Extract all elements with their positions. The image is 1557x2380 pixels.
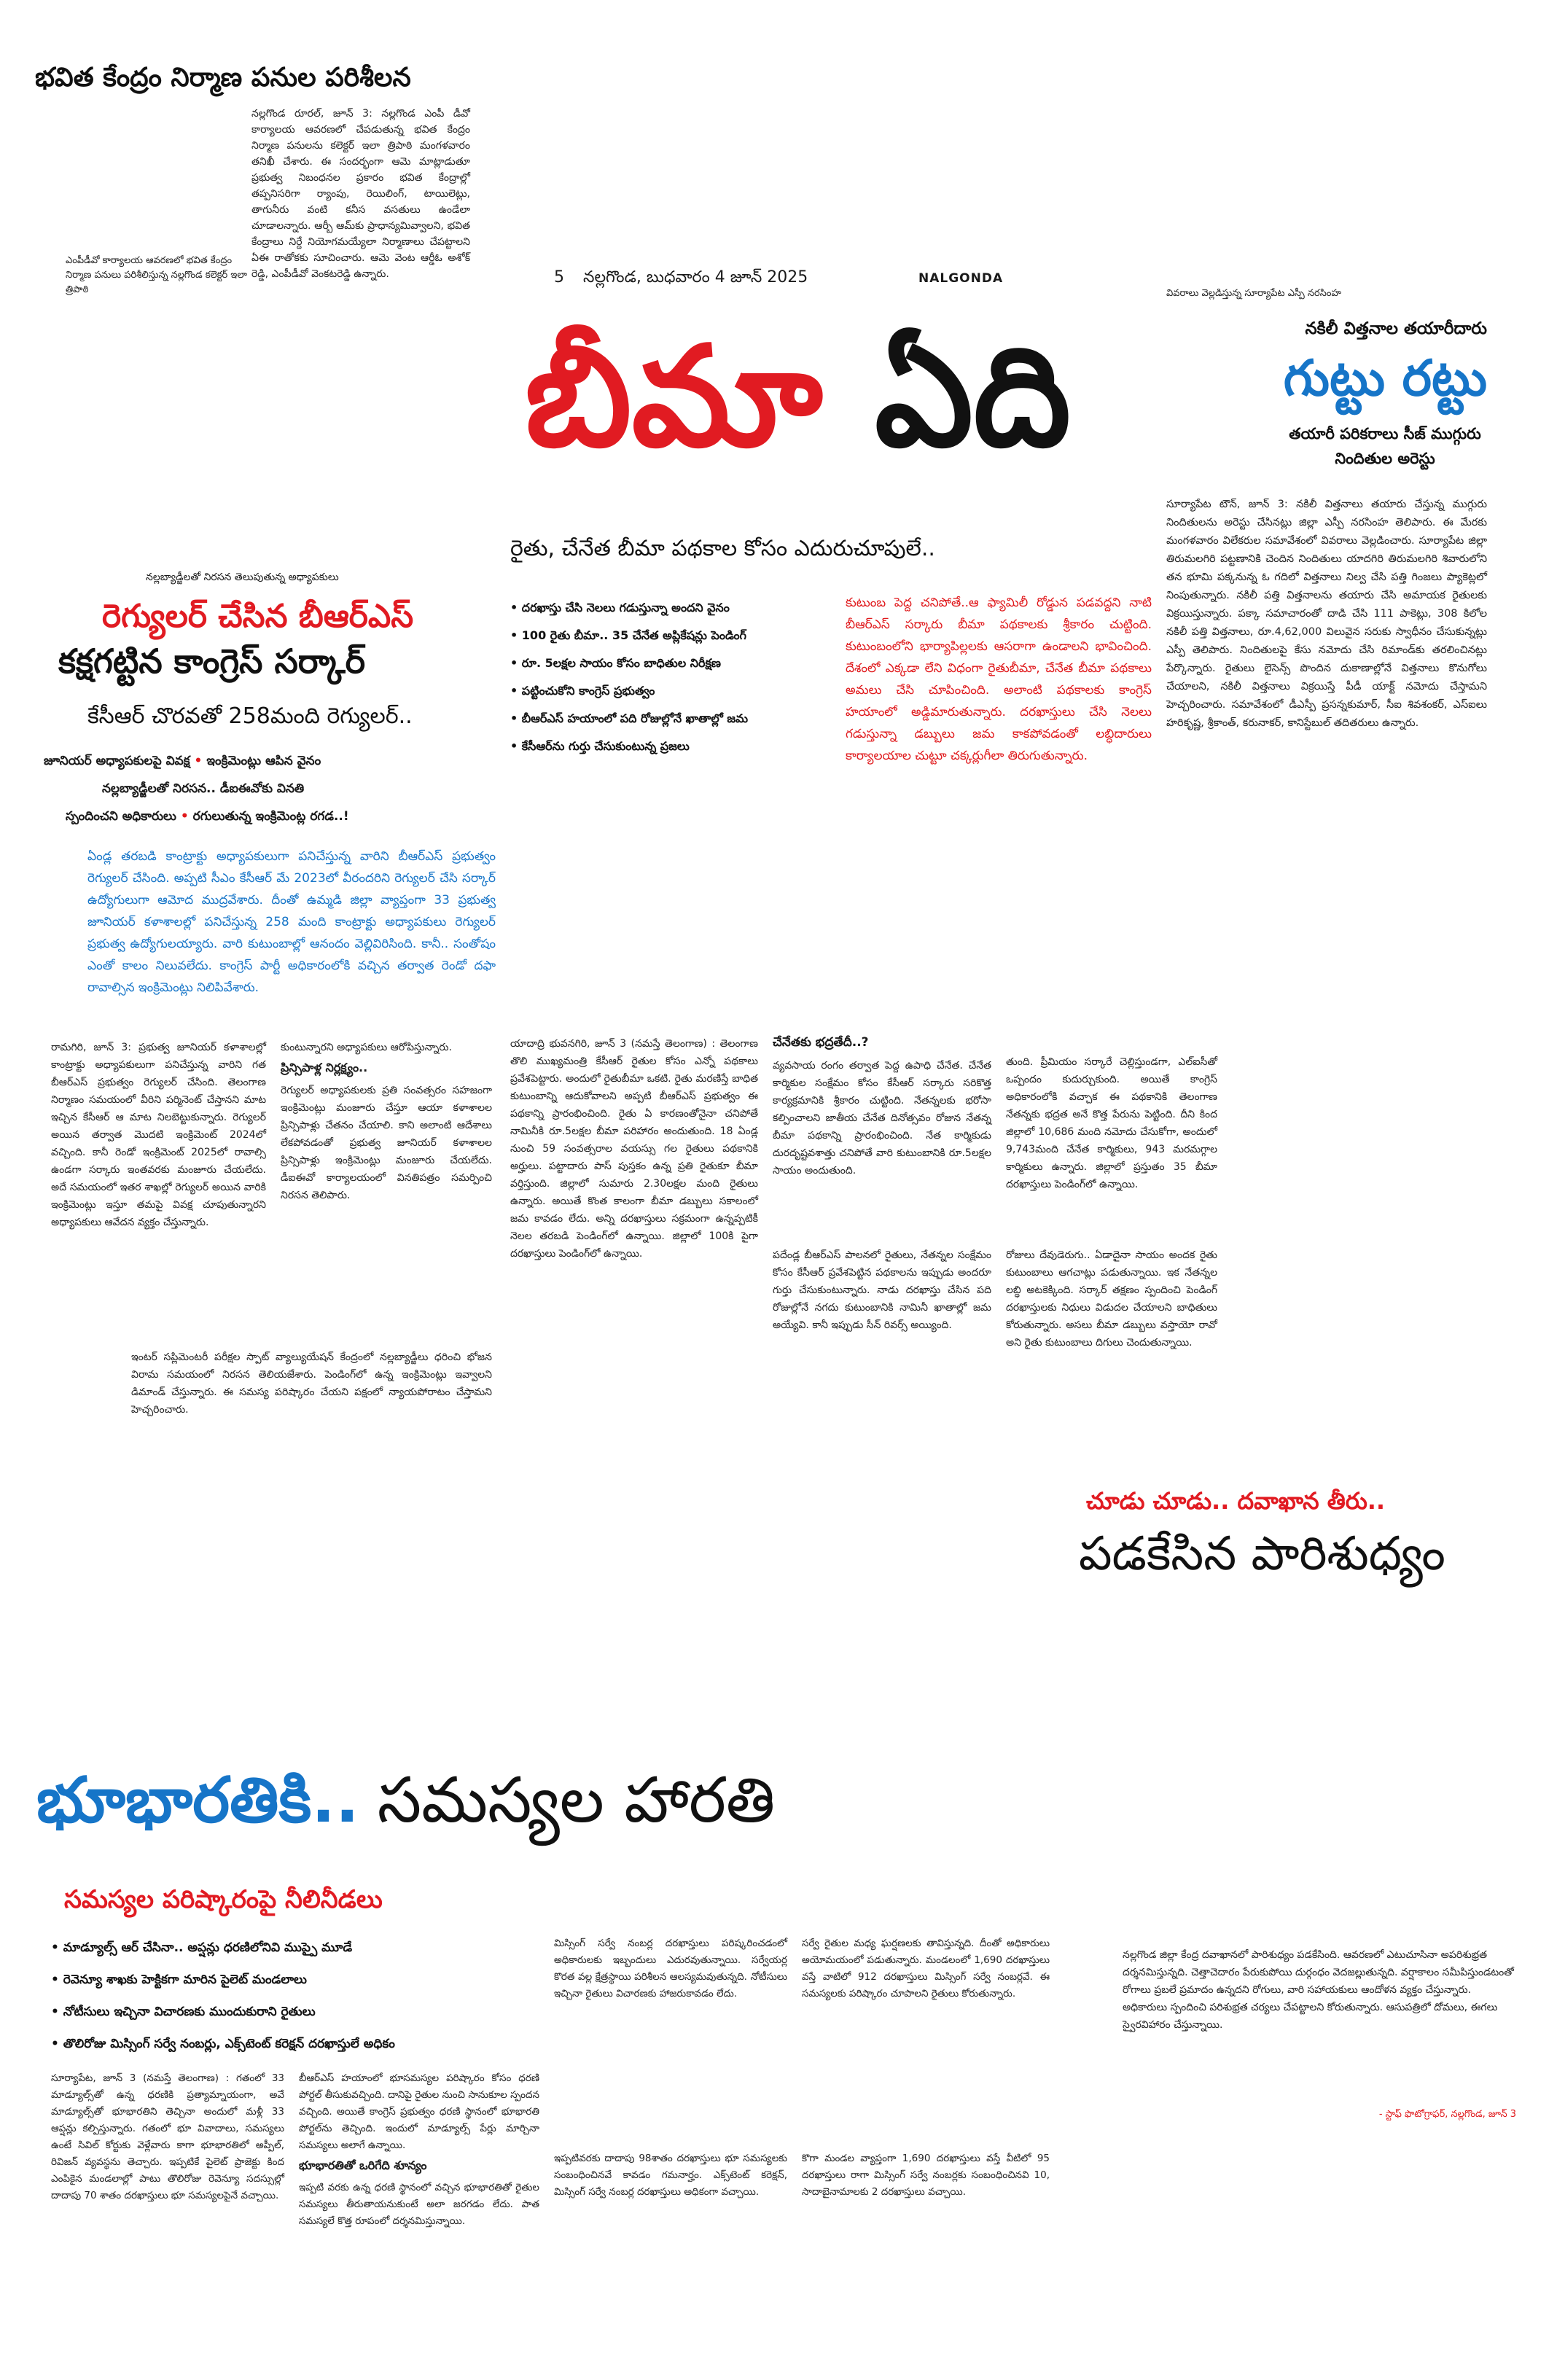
regular-note: ఇంటర్ సప్లిమెంటరీ పరీక్షల స్పాట్ వ్యాల్యుయేషన్ కేంద్రంలో నల్లబ్యాడ్జీలు ధరించి భోజన విరామ సమయంలో నిరసన తెలియజేశారు. పెండింగ్‌లో ఉన్న ఇంక్రిమెంట్లు ఇవ్వాలని డిమాండ్ చేస్తున్నారు. ఈ సమస్య పరిష్కారం చేయని పక్షంలో న్యాయపోరాటం చేస్తామని హెచ్చరించారు. [131,1351,492,1416]
bhubharati-bullet-item: • నోటీసులు ఇచ్చినా విచారణకు ముందుకురాని రైతులు [51,2005,316,2019]
regular-subhead: కేసీఆర్ చొరవతో 258మంది రెగ్యులర్.. [87,703,413,729]
regular-bullet-row: జూనియర్ అధ్యాపకులపై వివక్ష • ఇంక్రిమెంట్లు ఆపిన వైనం [44,754,321,768]
bhubharati-col-2-head: భూభారతితో ఒరిగేది శూన్యం [299,2158,427,2172]
bhubharati-headline-blue: భూభారతికి.. [36,1764,359,1837]
left-story-body: నల్లగొండ రూరల్, జూన్ 3: నల్లగొండ ఎంపీ డీవో కార్యాలయ ఆవరణలో చేపడుతున్న భవిత కేంద్రం నిర్మాణ పనులను కలెక్టర్ ఇలా త్రిపాఠి మంగళవారం తనిఖీ చేశారు. ఈ సందర్భంగా ఆమె మాట్లాడుతూ ప్రభుత్వ నిబంధనల ప్రకారం భవిత కేంద్రాల్లో తప్పనిసరిగా ర్యాంపు, రెయిలింగ్, టాయిలెట్లు, తాగునీరు వంటి కనీస వసతులు ఉండేలా చూడాలన్నారు. ఆర్బీ ఆమ్‌కు ప్రాధాన్యమివ్వాలని, భవిత కేంద్రాలు నిర్దే నియోగమయ్యేలా నిర్మాణాలు చేపట్టాలని ఏఈ రాతోకకు సూచించారు. ఆమె వెంట ఆర్డీఓ అశోక్ రెడ్డి, ఎంపీడీవో వెంకటరెడ్డి ఉన్నారు. [251,108,470,280]
main-bullet-item: • కేసీఆర్‌ను గుర్తు చేసుకుంటున్న ప్రజలు [510,739,690,753]
right-story-photo-caption: వివరాలు వెల్లడిస్తున్న సూర్యాపేట ఎస్పీ నరసింహ [1166,288,1341,299]
right-story-headline: గుట్టు రట్టు [1283,350,1487,407]
left-story-photo [34,102,238,277]
right-story-kicker: నకిలీ విత్తనాల తయారీదారు [1305,319,1487,338]
main-col-2-head: చేనేతకు భద్రతేదీ..? [773,1035,869,1050]
bhubharati-subhead: సమస్యల పరిష్కారంపై నీలినీడలు [64,1885,383,1914]
main-bullet-item: • బీఆర్ఎస్ హయాంలో పది రోజుల్లోనే ఖాతాల్లో జమ [510,711,749,725]
hospital-credit: - స్టాఫ్ ఫొటోగ్రాఫర్, నల్లగొండ, జూన్ 3 [1378,2109,1516,2120]
main-bullet-item: • దరఖాస్తు చేసి నెలలు గడుస్తున్నా అందని వైనం [510,601,730,614]
main-subhead: రైతు, చేనేత బీమా పథకాల కోసం ఎదురుచూపులే.. [510,536,935,561]
right-story [1166,277,1523,1050]
bhubharati-headline [36,1764,1057,1844]
regular-bullet-item: నల్లబ్యాడ్జీలతో నిరసన.. డీఐఈవోకు వినతి [102,781,305,796]
bhubharati-col-3b: ఇప్పటివరకు దాదాపు 98శాతం దరఖాస్తులు భూ సమస్యలకు సంబంధించినవే కావడం గమనార్హం. ఎక్స్‌టెంట్ కరెక్షన్, మిస్సింగ్ సర్వే నంబర్ల దరఖాస్తులు అధికంగా వచ్చాయి. [554,2153,787,2198]
main-bullet-item: • రూ. 5లక్షల సాయం కోసం బాధితుల నిరీక్షణ [510,656,722,670]
masthead [510,262,1035,292]
main-col-1: యాదాద్రి భువనగిరి, జూన్ 3 (నమస్తే తెలంగాణ) : తెలంగాణ తొలి ముఖ్యమంత్రి కేసీఆర్ రైతుల కోసం ఎన్నో పథకాలు ప్రవేశపెట్టారు. అందులో రైతుబీమా ఒకటి. రైతు మరణిస్తే బాధిత కుటుంబాన్ని ఆదుకోవాలని అప్పటి బీఆర్ఎస్ ప్రభుత్వం ఈ పథకాన్ని ప్రారంభించింది. రైతు ఏ కారణంతోనైనా చనిపోతే నామినీకి రూ.5లక్షల బీమా పరిహారం అందుతుంది. 18 ఏండ్ల నుంచి 59 సంవత్సరాల వయస్సు గల రైతులు పథకానికి అర్హులు. పట్టాదారు పాస్ పుస్తకం ఉన్న ప్రతి రైతుకూ బీమా వర్తిస్తుంది. జిల్లాలో సుమారు 2.30లక్షల మంది రైతులు ఉన్నారు. అయితే కొంత కాలంగా బీమా డబ్బులు సకాలంలో జమ కావడం లేదు. అన్ని దరఖాస్తులు సక్రమంగా ఉన్నప్పటికీ నెలల తరబడి పెండింగ్‌లో ఉన్నాయి. జిల్లాలో 100కి పైగా దరఖాస్తులు పెండింగ్‌లో ఉన్నాయి. [510,1038,758,1260]
regular-bullet-item: జూనియర్ అధ్యాపకులపై వివక్ష [44,754,190,768]
bhubharati-col-4b: కొగా మండల వ్యాప్తంగా 1,690 దరఖాస్తులు వస్తే వీటిలో 95 దరఖాస్తులు రాగా మిస్సింగ్ సర్వే నంబర్లకు సంబంధించినవి 10, సాదాబైనామాలకు 2 దరఖాస్తులు వచ్చాయి. [802,2153,1050,2198]
page-number: 5 [554,268,564,286]
hospital-kicker: చూడు చూడు.. దవాఖాన తీరు.. [1086,1487,1386,1515]
regular-col-1: రామగిరి, జూన్ 3: ప్రభుత్వ జూనియర్ కళాశాలల్లో కాంట్రాక్టు అధ్యాపకులుగా పనిచేస్తున్న వారిని గత బీఆర్ఎస్ ప్రభుత్వం రెగ్యులర్ చేసింది. తెలంగాణ నిర్మాణం సమయంలో వీరిని పర్మినెంట్ చేస్తానని మాట ఇచ్చిన కేసీఆర్ ఆ మాట నిలబెట్టుకున్నారు. రెగ్యులర్ అయిన తర్వాత మొదటి ఇంక్రిమెంట్ 2024లో వచ్చింది. కానీ రెండో ఇంక్రిమెంట్ 2025లో రావాల్సి ఉండగా సర్కారు ఇంతవరకు మంజూరు చేయలేదు. అదే సమయంలో ఇతర శాఖల్లో రెగ్యులర్ అయిన వారికి ఇంక్రిమెంట్లు ఇస్తూ తమపై వివక్ష చూపుతున్నారని అధ్యాపకులు ఆవేదన వ్యక్తం చేస్తున్నారు. [51,1042,266,1228]
dateline: నల్లగొండ, బుధవారం 4 జూన్ 2025 [583,268,808,286]
main-col-4: పదేండ్ల బీఆర్ఎస్ పాలనలో రైతులు, నేతన్నల సంక్షేమం కోసం కేసీఆర్ ప్రవేశపెట్టిన పథకాలను ఇప్పుడు అందరూ గుర్తు చేసుకుంటున్నారు. నాడు దరఖాస్తు చేసిన పది రోజుల్లోనే నగదు కుటుంబానికి నామినీ ఖాతాల్లో జమ అయ్యేవి. కానీ ఇప్పుడు సీన్ రివర్స్ అయ్యింది. [773,1249,991,1331]
main-bullet-item: • పట్టించుకోని కాంగ్రెస్ ప్రభుత్వం [510,684,655,698]
bhubharati-bullet-item: • మాడ్యూల్స్ ఆర్ చేసినా.. అప్షన్లు ధరణిలోనివి ముప్పై మూడే [51,1940,353,1955]
regular-col-2-head: ప్రిన్సిపాళ్ల నిర్లక్ష్యం.. [281,1061,368,1074]
left-story [0,0,510,343]
main-col-2-body: వ్యవసాయ రంగం తర్వాత పెద్ద ఉపాధి చేనేత. చేనేత కార్మికుల సంక్షేమం కోసం కేసీఆర్ సర్కారు సరికొత్త కార్యక్రమానికి శ్రీకారం చుట్టింది. నేతన్నలకు భరోసా కల్పించాలని జాతీయ చేనేత దినోత్సవం రోజున నేతన్న బీమా పథకాన్ని ప్రారంభించింది. నేత కార్మికుడు దురదృష్టవశాత్తు చనిపోతే వారి కుటుంబానికి రూ.5లక్షల సాయం అందుతుంది. [773,1060,991,1177]
main-col-5: రోజులు దేవుడెరుగు.. ఏడాదైనా సాయం అందక రైతు కుటుంబాలు ఆగచాట్లు పడుతున్నాయి. ఇక నేతన్నల లబ్ధి అటకెక్కింది. సర్కార్ తక్షణం స్పందించి పెండింగ్ దరఖాస్తులకు నిధులు విడుదల చేయాలని బాధితులు కోరుతున్నారు. అసలు బీమా డబ్బులు వస్తాయో రావో అని రైతు కుటుంబాలు దిగులు చెందుతున్నాయి. [1006,1249,1217,1349]
bhubharati-bullet-item: • తొలిరోజు మిస్సింగ్ సర్వే నంబర్లు, ఎక్స్‌టెంట్ కరెక్షన్ దరఖాస్తులే అధికం [51,2037,395,2051]
right-story-subhead: తయారీ పరికరాలు సీజ్ ముగ్గురు నిందితుల అరెస్టు [1289,425,1481,467]
regular-bullet-row: స్పందించని అధికారులు • రగులుతున్న ఇంక్రిమెంట్ల రగడ..! [66,809,349,824]
main-bullet-item: • 100 రైతు బీమా.. 35 చేనేత అప్లికేషన్లు పెండింగ్ [510,628,746,642]
bhubharati-bullet-item: • రెవెన్యూ శాఖకు హెక్టికగా మారిన పైలెట్ మండలాలు [51,1973,307,1987]
hospital-headline: పడకేసిన పారిశుధ్యం [1079,1527,1445,1581]
main-headline-black: ఏది [875,316,1072,477]
bhubharati-col-2-body: బీఆర్ఎస్ హయాంలో భూసమస్యల పరిష్కారం కోసం ధరణి పోర్టల్ తీసుకువచ్చింది. దానిపై రైతుల నుంచి సానుకూల స్పందన వచ్చింది. అయితే కాంగ్రెస్ ప్రభుత్వం ధరణి స్థానంలో భూభారతి పోర్టల్‌ను తెచ్చింది. ఇందులో మాడ్యూల్స్ పేర్లు మార్చినా సమస్యలు అలాగే ఉన్నాయి. [299,2072,539,2151]
regular-headline-black: కక్షగట్టిన కాంగ్రెస్ సర్కార్ [58,641,366,681]
regular-story [36,569,503,1443]
bhubharati-col-1: సూర్యాపేట, జూన్ 3 (నమస్తే తెలంగాణ) : గతంలో 33 మాడ్యూల్స్‌తో ఉన్న ధరణికి ప్రత్యామ్నాయంగా, అవే మాడ్యూల్స్‌తో భూభారతిని తెచ్చినా అందులో మళ్లీ 33 ఆప్షన్లు కల్పిస్తున్నారు. గతంలో భూ వివాదాలు, సమస్యలు ఉంటే సివిల్ కోర్టుకు వెళ్లేవారు కాగా భూభారతిలో అప్పీల్, రివిజన్ వ్యవస్థను తెచ్చారు. ఇప్పటికే పైలెట్ ప్రాజెక్టు కింద ఎంపికైన మండలాల్లో పాటు తొలిరోజు రెవెన్యూ సదస్సుల్లో దాదాపు 70 శాతం దరఖాస్తులు భూ సమస్యలపైనే వచ్చాయి. [51,2072,284,2201]
regular-col-2b: రెగ్యులర్ అధ్యాపకులకు ప్రతి సంవత్సరం సహజంగా ఇంక్రిమెంట్లు మంజూరు చేస్తూ ఆయా కళాశాలల ప్రిన్సిపాళ్లు చేతనం చేయాలి. కాని అలాంటి ఆదేశాలు లేకపోవడంతో ప్రభుత్వ జూనియర్ కళాశాలల ప్రిన్సిపాళ్లు ఇంక్రిమెంట్లు మంజూరు చేయలేదు. డీఐఈవో కార్యాలయంలో వినతిపత్రం సమర్పించి నిరసన తెలిపారు. [281,1085,492,1201]
bhubharati-col-4: సర్వే రైతుల మధ్య ఘర్షణలకు తావిస్తున్నది. దీంతో అధికారులు అయోమయంలో పడుతున్నారు. మండలంలో 1,690 దరఖాస్తులు వస్తే వాటిలో 912 దరఖాస్తులు మిస్సింగ్ సర్వే నంబర్లవే. ఈ సమస్యలకు పరిష్కారం చూపాలని రైతులు కోరుతున్నారు. [802,1938,1050,1999]
left-story-photo-caption: ఎంపీడీవో కార్యాలయ ఆవరణలో భవిత కేంద్రం నిర్మాణ పనులు పరిశీలిస్తున్న నల్లగొండ కలెక్టర్ ఇలా త్రిపాఠి [66,255,247,295]
bhubharati-col-2 [299,2070,539,2230]
bhubharati-col-2b: ఇప్పటి వరకు ఉన్న ధరణి స్థానంలో వచ్చిన భూభారతితో రైతుల సమస్యలు తీరుతాయనుకుంటే అలా జరగడం లేదు. పాత సమస్యలే కొత్త రూపంలో దర్శనమిస్తున్నాయి. [299,2182,539,2227]
regular-bullet-item: రగులుతున్న ఇంక్రిమెంట్ల రగడ..! [192,809,349,824]
bhubharati-bullets [51,1932,561,2060]
left-story-title: భవిత కేంద్రం నిర్మాణ పనుల పరిశీలన [35,63,411,93]
bhubharati-col-3: మిస్సింగ్ సర్వే నంబర్ల దరఖాస్తులు పరిష్కరించడంలో అధికారులకు ఇబ్బందులు ఎదురవుతున్నాయి. సర్వేయర్ల కొరత వల్ల క్షేత్రస్థాయి పరిశీలన ఆలస్యమవుతున్నది. నోటీసులు ఇచ్చినా రైతులు విచారణకు హాజరుకావడం లేదు. [554,1938,787,1999]
right-story-body: సూర్యాపేట టౌన్, జూన్ 3: నకిలీ విత్తనాలు తయారు చేస్తున్న ముగ్గురు నిందితులను అరెస్టు చేసినట్లు జిల్లా ఎస్పీ నరసింహ తెలిపారు. ఈ మేరకు మంగళవారం విలేకరుల సమావేశంలో వివరాలు వెల్లడించారు. సూర్యాపేట జిల్లా తిరుమలగిరి పట్టణానికి చెందిన నిందితులు యాదగిరి తిరుమలగిరి శివారులోని తన భూమి పక్కనున్న ఓ గదిలో విత్తనాలు నిల్వ చేసి పత్తి గింజలు ప్యాకెట్లలో నింపుతున్నారు. నకిలీ పత్తి విత్తనాలను తయారు చేసి అమాయక రైతులకు విక్రయిస్తున్నారు. పక్కా సమాచారంతో దాడి చేసి 111 పాకెట్లు, 308 కిలోల నకిలీ పత్తి విత్తనాలు, రూ.4,62,000 విలువైన సరుకు స్వాధీనం చేసుకున్నట్లు ఎస్పీ తెలిపారు. నిందితులపై కేసు నమోదు చేసి రిమాండ్‌కు తరలించినట్లు పేర్కొన్నారు. రైతులు లైసెన్స్ పొందిన దుకాణాల్లోనే విత్తనాలు కొనుగోలు చేయాలని, నకిలీ విత్తనాలు విక్రయిస్తే పీడీ యాక్ట్ నమోదు చేస్తామని హెచ్చరించారు. సమావేశంలో డీఎస్పీ ప్రసన్నకుమార్, సీఐ శివశంకర్, ఎస్ఐలు హరికృష్ణ, శ్రీకాంత్, కరునాకర్, కానిస్టేబుల్ తదితరులు ఉన్నారు. [1166,499,1487,729]
regular-bullet-item: స్పందించని అధికారులు [66,809,176,824]
regular-intro: ఏండ్ల తరబడి కాంట్రాక్టు అధ్యాపకులుగా పనిచేస్తున్న వారిని బీఆర్ఎస్ ప్రభుత్వం రెగ్యులర్ చేసింది. అప్పటి సీఎం కేసీఆర్ మే 2023లో వీరందరిని రెగ్యులర్ చేసి సర్కార్ ఉద్యోగులుగా ఆమోద ముద్రవేశారు. దీంతో ఉమ్మడి జిల్లా వ్యాప్తంగా 33 ప్రభుత్వ జూనియర్ కళాశాలల్లో పనిచేస్తున్న 258 మంది కాంట్రాక్టు అధ్యాపకులు రెగ్యులర్ ప్రభుత్వ ఉద్యోగులయ్యారు. వారి కుటుంబాల్లో ఆనందం వెల్లివిరిసింది. కానీ.. సంతోషం ఎంతో కాలం నిలువలేదు. కాంగ్రెస్ పార్టీ అధికారంలోకి వచ్చిన తర్వాత రెండో దఫా రావాల్సిన ఇంక్రిమెంట్లు నిలిపివేశారు. [87,849,496,995]
regular-bullet-item: ఇంక్రిమెంట్లు ఆపిన వైనం [206,754,321,768]
regular-kicker: నల్లబ్యాడ్జీలతో నిరసన తెలుపుతున్న అధ్యాపకులు [146,571,339,583]
bhubharati-headline-black: సమస్యల హారతి [377,1764,776,1837]
regular-bullet-row [44,775,496,803]
main-col-3: తుంది. ప్రీమియం సర్కారే చెల్లిస్తుండగా, ఎల్ఐసీతో ఒప్పందం కుదుర్చుకుంది. అయితే కాంగ్రెస్ అధికారంలోకి వచ్చాక ఈ పథకానికి తెలంగాణ నేతన్నకు భద్రత అనే కొత్త పేరును పెట్టింది. దీని కింద జిల్లాలో 10,686 మంది నమోదు చేసుకోగా, అందులో 9,743మంది చేనేత కార్మికులు, 943 మరమగ్గాల కార్మికులు ఉన్నారు. జిల్లాలో ప్రస్తుతం 35 బీమా దరఖాస్తులు పెండింగ్‌లో ఉన్నాయి. [1006,1056,1217,1190]
hospital-caption: నల్లగొండ జిల్లా కేంద్ర దవాఖానలో పారిశుధ్యం పడకేసింది. ఆవరణలో ఎటుచూసినా అపరిశుభ్రత దర్శనమిస్తున్నది. చెత్తాచెదారం పేరుకుపోయి దుర్గంధం వెదజల్లుతున్నది. వర్షాకాలం సమీపిస్తుండటంతో రోగాలు ప్రబలే ప్రమాదం ఉన్నదని రోగులు, వారి సహాయకులు ఆందోళన వ్యక్తం చేస్తున్నారు. అధికారులు స్పందించి పరిశుభ్రత చర్యలు చేపట్టాలని కోరుతున్నారు. ఆసుపత్రిలో దోమలు, ఈగలు స్వైరవిహారం చేస్తున్నాయి. [1123,1949,1514,2031]
main-headline [510,306,1166,525]
main-bullets [510,594,824,760]
main-intro: కుటుంబ పెద్ద చనిపోతే..ఆ ఫ్యామిలీ రోడ్డున పడవద్దని నాటి బీఆర్ఎస్ సర్కారు బీమా పథకాలకు శ్రీకారం చుట్టింది. కుటుంబంలోని భార్యాపిల్లలకు ఆసరాగా ఉండాలని భావించింది. దేశంలో ఎక్కడా లేని విధంగా రైతుబీమా, చేనేత బీమా పథకాలు అమలు చేసి చూపించింది. అలాంటి పథకాలకు కాంగ్రెస్ హయాంలో అడ్డిమారుతున్నారు. దరఖాస్తులు చేసి నెలలు గడుస్తున్నా డబ్బులు జమ కాకపోవడంతో లబ్ధిదారులు కార్యాలయాల చుట్టూ చక్కర్లుగీలా తిరుగుతున్నారు. [846,596,1152,763]
edition-label: NALGONDA [918,271,1004,286]
regular-col-2-body: కుంటున్నారని అధ్యాపకులు ఆరోపిస్తున్నారు. [281,1042,452,1053]
main-headline-red: బీమా [525,316,823,477]
main-col-2 [773,1035,991,1179]
regular-headline-red: రెగ్యులర్ చేసిన బీఆర్ఎస్ [102,598,414,635]
regular-bullets [44,747,496,830]
regular-col-2 [281,1039,492,1204]
